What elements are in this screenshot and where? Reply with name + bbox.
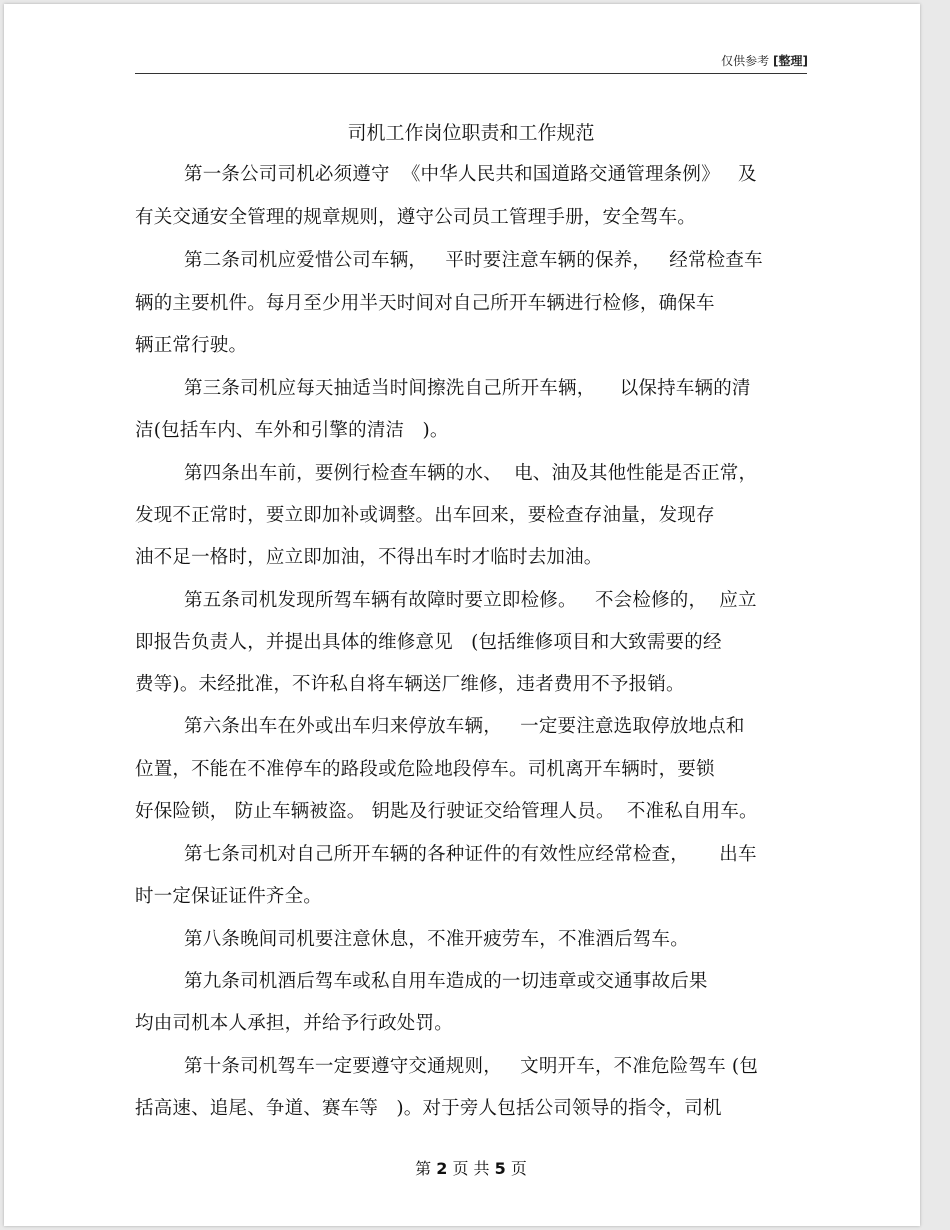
body-line: 第二条司机应爱惜公司车辆， 平时要注意车辆的保养， 经常检查车	[184, 250, 763, 271]
footer-middle: 页 共	[452, 1159, 490, 1178]
body-line: 第七条司机对自己所开车辆的各种证件的有效性应经常检查， 出车	[184, 844, 757, 865]
document-title: 司机工作岗位职责和工作规范	[347, 122, 595, 144]
total-page-count: 5	[494, 1159, 506, 1178]
body-line: 时一定保证证件齐全。	[135, 886, 323, 907]
body-line: 有关交通安全管理的规章规则，遵守公司员工管理手册，安全驾车。	[135, 207, 697, 228]
body-line: 发现不正常时，要立即加补或调整。出车回来，要检查存油量，发现存	[135, 505, 715, 526]
body-line: 第八条晚间司机要注意休息，不准开疲劳车，不准酒后驾车。	[184, 929, 689, 950]
header-note	[660, 52, 808, 69]
footer-prefix: 第	[415, 1159, 432, 1178]
body-line: 括高速、追尾、争道、赛车等 )。对于旁人包括公司领导的指令，司机	[135, 1098, 722, 1119]
body-line: 第三条司机应每天抽适当时间擦洗自己所开车辆， 以保持车辆的清	[184, 378, 751, 399]
body-line: 费等)。未经批准，不许私自将车辆送厂维修，违者费用不予报销。	[135, 674, 685, 695]
header-note-text: 仅供参考	[721, 54, 770, 68]
page-footer	[135, 1156, 807, 1179]
body-line: 第一条公司司机必须遵守 《中华人民共和国道路交通管理条例》 及	[184, 164, 757, 185]
body-line: 辆正常行驶。	[135, 335, 248, 356]
body-line: 油不足一格时，应立即加油，不得出车时才临时去加油。	[135, 547, 603, 568]
body-line: 第六条出车在外或出车归来停放车辆， 一定要注意选取停放地点和	[184, 716, 745, 737]
body-line: 均由司机本人承担，并给予行政处罚。	[135, 1013, 453, 1034]
document-page	[4, 4, 920, 1226]
current-page-number: 2	[436, 1159, 448, 1178]
body-line: 位置，不能在不准停车的路段或危险地段停车。司机离开车辆时，要锁	[135, 759, 715, 780]
body-line: 第十条司机驾车一定要遵守交通规则， 文明开车，不准危险驾车 (包	[184, 1056, 759, 1077]
body-line: 第九条司机酒后驾车或私自用车造成的一切违章或交通事故后果	[184, 971, 708, 992]
body-line: 第五条司机发现所驾车辆有故障时要立即检修。 不会检修的， 应立	[184, 590, 757, 611]
body-line: 洁(包括车内、车外和引擎的清洁 )。	[135, 420, 449, 441]
body-line: 辆的主要机件。每月至少用半天时间对自己所开车辆进行检修，确保车	[135, 293, 715, 314]
body-line: 即报告负责人，并提出具体的维修意见 (包括维修项目和大致需要的经	[135, 632, 722, 653]
header-tag: [整理]	[773, 54, 808, 68]
body-line: 好保险锁， 防止车辆被盗。 钥匙及行驶证交给管理人员。 不准私自用车。	[135, 801, 758, 822]
header-divider	[135, 73, 807, 74]
body-line: 第四条出车前，要例行检查车辆的水、 电、油及其他性能是否正常，	[184, 463, 758, 484]
footer-suffix: 页	[510, 1159, 527, 1178]
